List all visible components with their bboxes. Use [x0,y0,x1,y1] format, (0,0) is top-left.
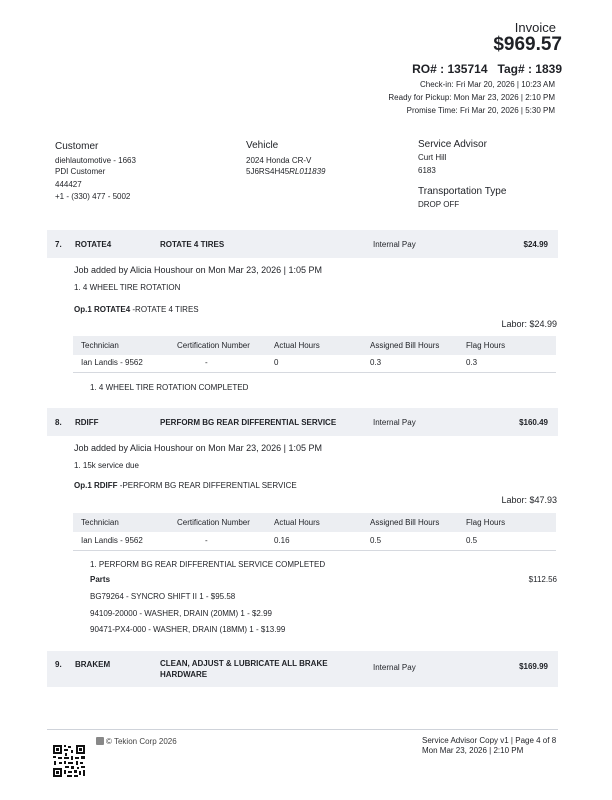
col-flag-hours: Flag Hours [466,341,506,350]
op-description: -PERFORM BG REAR DIFFERENTIAL SERVICE [117,481,297,490]
job-title [160,658,328,680]
job-row-7 [47,230,558,258]
ready-for-pickup-time: Ready for Pickup: Mon Mar 23, 2026 | 2:10 PM [388,93,555,102]
labor-total: Labor: $47.93 [501,495,557,505]
op-description: -ROTATE 4 TIRES [130,305,199,314]
job-amount: $169.99 [519,661,548,671]
ro-tag-line [412,62,562,76]
promise-time: Promise Time: Fri Mar 20, 2026 | 5:30 PM [406,106,555,115]
tech-cert: - [205,358,208,367]
invoice-total: $969.57 [493,34,562,55]
table-divider [73,372,556,373]
service-advisor-heading: Service Advisor [418,139,487,150]
job-operation [74,481,297,490]
part-line: 90471-PX4-000 - WASHER, DRAIN (18MM) 1 - $13.99 [90,625,286,634]
tech-bill-hours: 0.5 [370,536,382,545]
job-number: 9. [55,659,62,669]
vehicle-model: 2024 Honda CR-V [246,156,312,165]
col-technician: Technician [81,341,119,350]
technician-table-header [73,336,556,355]
job-number: 7. [55,239,62,249]
col-flag-hours: Flag Hours [466,518,506,527]
tech-cert: - [205,536,208,545]
tech-actual-hours: 0 [274,358,279,367]
check-in-time: Check-in: Fri Mar 20, 2026 | 10:23 AM [419,80,555,89]
tekion-logo-icon [96,737,104,745]
tech-name: Ian Landis - 9562 [81,536,143,545]
job-code: RDIFF [75,417,99,427]
qr-code-icon [52,744,86,778]
job-code: BRAKEM [75,659,111,669]
table-divider [73,550,556,551]
job-operation [74,305,199,314]
part-line: 94109-20000 - WASHER, DRAIN (20MM) 1 - $2.99 [90,609,272,618]
advisor-name: Curt Hill [418,153,447,162]
job-row-9 [47,651,558,687]
customer-name: diehlautomotive - 1663 [55,156,136,165]
customer-type: PDI Customer [55,167,106,176]
vehicle-vin [246,166,325,177]
customer-heading: Customer [55,141,99,152]
tech-name: Ian Landis - 9562 [81,358,143,367]
job-title-line-1: CLEAN, ADJUST & LUBRICATE ALL BRAKE [160,659,328,668]
part-line: BG79264 - SYNCRO SHIFT II 1 - $95.58 [90,592,236,601]
op-code: Op.1 ROTATE4 [74,305,131,314]
job-row-8 [47,408,558,436]
vehicle-heading: Vehicle [246,140,279,151]
tech-actual-hours: 0.16 [274,536,290,545]
vin-prefix: 5J6RS4H45 [246,167,290,176]
job-pay-type: Internal Pay [373,417,416,427]
job-concern: 1. 15k service due [74,461,139,470]
job-pay-type: Internal Pay [373,662,416,672]
job-amount: $24.99 [523,239,548,249]
labor-total: Labor: $24.99 [501,319,557,329]
technician-table-header [73,513,556,532]
job-completed-note: 1. 4 WHEEL TIRE ROTATION COMPLETED [90,383,249,392]
footer-divider [47,729,558,730]
printed-timestamp: Mon Mar 23, 2026 | 2:10 PM [422,746,524,755]
copy-page-info: Service Advisor Copy v1 | Page 4 of 8 [422,736,557,745]
job-title: PERFORM BG REAR DIFFERENTIAL SERVICE [160,417,337,427]
copyright-text: © Tekion Corp 2026 [106,737,177,746]
parts-label: Parts [90,575,111,584]
tech-flag-hours: 0.5 [466,536,478,545]
vin-suffix: RL011839 [289,167,326,176]
job-added-by: Job added by Alicia Houshour on Mon Mar 23, 2026 | 1:05 PM [74,265,322,275]
tech-flag-hours: 0.3 [466,358,478,367]
job-title-line-2: HARDWARE [160,670,208,679]
customer-number: 444427 [55,180,82,189]
job-amount: $160.49 [519,417,548,427]
tech-bill-hours: 0.3 [370,358,382,367]
parts-total: $112.56 [528,575,557,584]
customer-phone: +1 - (330) 477 - 5002 [55,192,131,201]
col-certification-number: Certification Number [177,341,250,350]
job-number: 8. [55,417,62,427]
col-assigned-bill-hours: Assigned Bill Hours [370,341,440,350]
job-completed-note: 1. PERFORM BG REAR DIFFERENTIAL SERVICE COMPLETED [90,560,326,569]
col-certification-number: Certification Number [177,518,250,527]
invoice-label: Invoice [514,20,556,35]
col-technician: Technician [81,518,119,527]
advisor-id: 6183 [418,166,436,175]
col-actual-hours: Actual Hours [274,518,320,527]
job-pay-type: Internal Pay [373,239,416,249]
job-concern: 1. 4 WHEEL TIRE ROTATION [74,283,181,292]
job-code: ROTATE4 [75,239,112,249]
job-title: ROTATE 4 TIRES [160,239,225,249]
col-actual-hours: Actual Hours [274,341,320,350]
transportation-type-heading: Transportation Type [418,186,507,197]
transportation-type-value: DROP OFF [418,200,460,209]
job-added-by: Job added by Alicia Houshour on Mon Mar 23, 2026 | 1:05 PM [74,443,322,453]
op-code: Op.1 RDIFF [74,481,118,490]
col-assigned-bill-hours: Assigned Bill Hours [370,518,440,527]
ro-number: RO# : 135714 [412,62,488,76]
tag-number: Tag# : 1839 [497,62,562,76]
